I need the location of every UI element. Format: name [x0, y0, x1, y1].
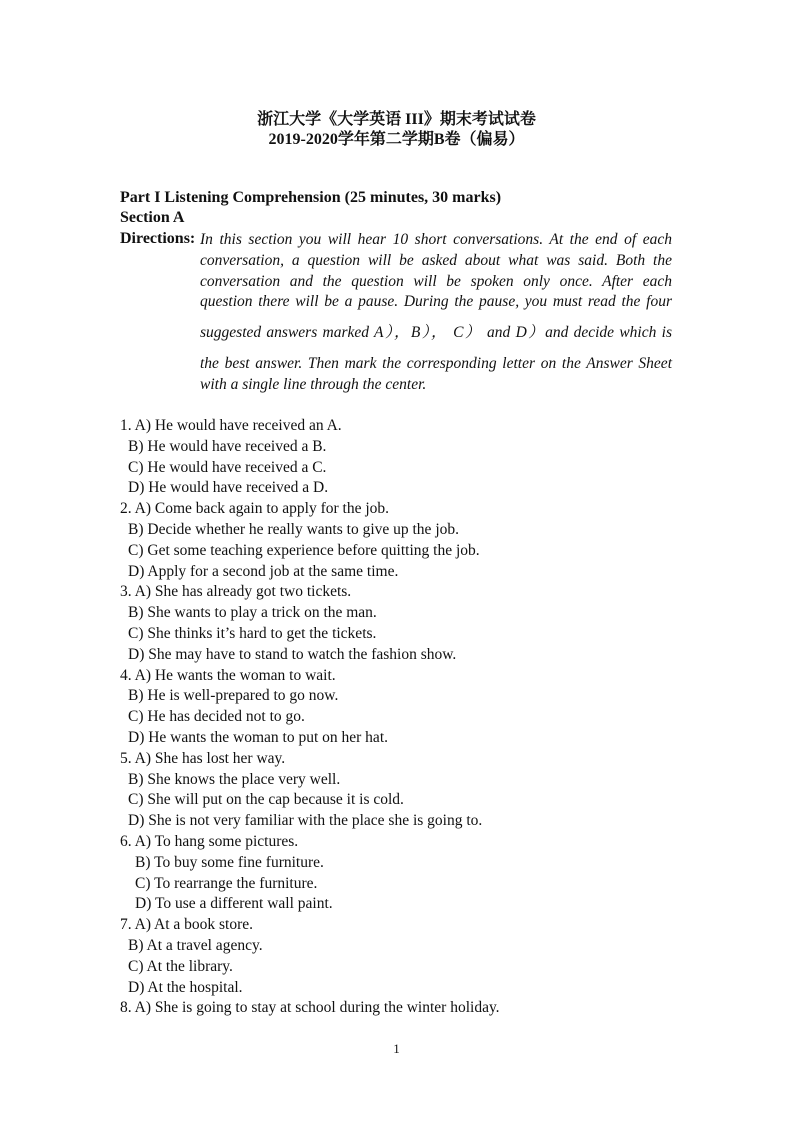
directions-line: conversation and the question will be spoken only once. After each — [200, 272, 672, 290]
question-7 — [120, 915, 680, 998]
exam-title-line1: 浙江大学《大学英语 III》期末考试试卷 — [257, 111, 536, 128]
exam-title-line2: 2019-2020学年第二学期B卷（偏易） — [268, 131, 525, 148]
question-5 — [120, 749, 680, 832]
question-3 — [120, 582, 680, 665]
answer-option: C) She thinks it’s hard to get the tickets. — [128, 624, 377, 642]
answer-option: D) She may have to stand to watch the fashion show. — [128, 645, 457, 663]
question-2 — [120, 499, 680, 582]
question-stem: 7. A) At a book store. — [120, 916, 254, 934]
answer-option: B) She knows the place very well. — [128, 770, 341, 788]
directions-text — [200, 230, 672, 396]
answer-option: C) He would have received a C. — [128, 458, 327, 476]
directions-line: suggested answers marked A），B）， C） and D）and decide which is — [200, 324, 672, 342]
question-stem: 1. A) He would have received an A. — [120, 417, 342, 434]
answer-option: B) Decide whether he really wants to give up the job. — [128, 520, 459, 538]
question-stem: 3. A) She has already got two tickets. — [120, 583, 352, 601]
directions-line: question there will be a pause. During the pause, you must read the four — [200, 293, 672, 311]
question-stem: 4. A) He wants the woman to wait. — [120, 666, 336, 684]
answer-option: C) He has decided not to go. — [128, 708, 305, 726]
page-number: 1 — [393, 1041, 400, 1056]
directions-line: conversation, a question will be asked about what was said. Both the — [200, 251, 672, 269]
answer-option: B) She wants to play a trick on the man. — [128, 604, 377, 622]
part-heading: Part I Listening Comprehension (25 minutes, 30 marks) — [120, 189, 502, 206]
answer-option: B) He would have received a B. — [128, 437, 327, 455]
question-stem: 6. A) To hang some pictures. — [120, 832, 299, 850]
answer-option: D) At the hospital. — [128, 978, 243, 996]
answer-option: C) At the library. — [128, 957, 233, 975]
answer-option: D) To use a different wall paint. — [135, 895, 333, 913]
directions-line: In this section you will hear 10 short conversations. At the end of each — [200, 231, 672, 248]
question-1 — [120, 416, 680, 499]
directions-line: with a single line through the center. — [200, 375, 427, 393]
answer-option: B) To buy some fine furniture. — [135, 853, 324, 871]
section-heading: Section A — [120, 209, 185, 226]
answer-option: D) He would have received a D. — [128, 479, 329, 497]
question-8 — [120, 998, 680, 1019]
answer-option: C) To rearrange the furniture. — [135, 874, 318, 892]
directions-line: the best answer. Then mark the corresponding letter on the Answer Sheet — [200, 354, 672, 372]
question-6 — [120, 832, 680, 915]
question-4 — [120, 666, 680, 749]
exam-title — [0, 110, 793, 150]
answer-option: D) Apply for a second job at the same time. — [128, 562, 399, 580]
answer-option: B) At a travel agency. — [128, 936, 263, 954]
question-list — [120, 416, 680, 1019]
question-stem: 2. A) Come back again to apply for the job. — [120, 500, 390, 518]
answer-option: D) She is not very familiar with the place she is going to. — [128, 812, 483, 830]
directions-label: Directions: — [120, 230, 196, 247]
answer-option: C) She will put on the cap because it is cold. — [128, 791, 404, 809]
answer-option: D) He wants the woman to put on her hat. — [128, 728, 388, 746]
question-stem: 8. A) She is going to stay at school during the winter holiday. — [120, 999, 500, 1017]
answer-option: C) Get some teaching experience before quitting the job. — [128, 541, 480, 559]
answer-option: B) He is well-prepared to go now. — [128, 687, 339, 705]
question-stem: 5. A) She has lost her way. — [120, 749, 286, 767]
